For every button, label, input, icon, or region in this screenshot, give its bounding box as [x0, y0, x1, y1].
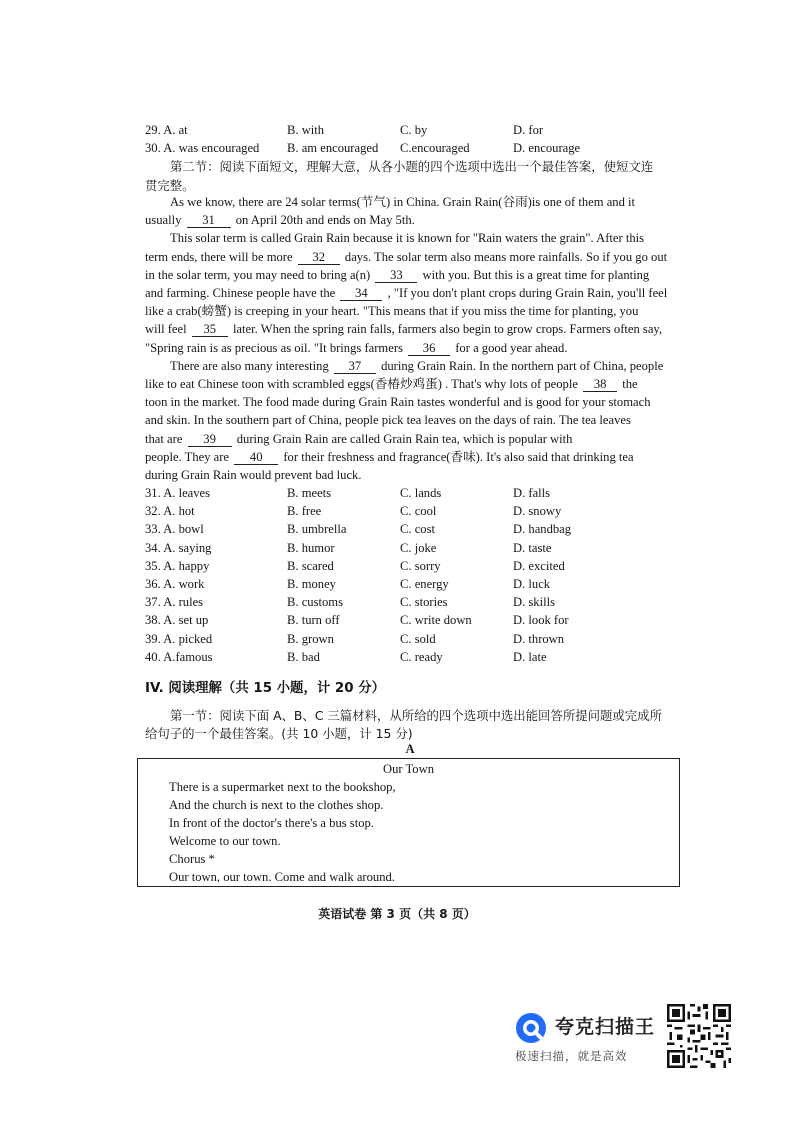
option-a[interactable]: 34. A. saying: [145, 540, 212, 555]
section2-instruction-line2: 贯完整。: [145, 178, 195, 193]
poem-line: Chorus *: [169, 852, 215, 866]
option-b[interactable]: B. money: [287, 577, 336, 591]
passage-text: that are: [145, 431, 183, 446]
blank-39[interactable]: 39: [188, 432, 232, 447]
blank-34[interactable]: 34: [340, 286, 382, 301]
option-a[interactable]: 35. A. happy: [145, 558, 210, 573]
poem-line: In front of the doctor's there's a bus stop.: [169, 816, 374, 830]
option-d[interactable]: D. taste: [513, 540, 552, 555]
option-d[interactable]: D. falls: [513, 486, 551, 500]
passage-text: for their freshness and fragrance(香味). It's also said that drinking tea: [283, 449, 634, 464]
passage-line: like a crab(螃蟹) is creeping in your heart. "This means that if you miss the time for planting, you: [145, 304, 639, 319]
option-a[interactable]: 32. A. hot: [145, 504, 195, 519]
section4-instruction-line1: 第一节：阅读下面 A、B、C 三篇材料，从所给的四个选项中选出能回答所提问题或完成所: [170, 708, 662, 723]
passage-text: days. The solar term also means more rainfalls. So if you go out: [344, 249, 668, 264]
option-a[interactable]: 31. A. leaves: [145, 486, 211, 500]
quark-logo-icon: [513, 1010, 549, 1046]
option-c[interactable]: C. energy: [400, 577, 449, 591]
option-b[interactable]: B. grown: [287, 631, 334, 646]
option-a[interactable]: 38. A. set up: [145, 613, 209, 628]
option-d[interactable]: D. thrown: [513, 631, 565, 646]
blank-36[interactable]: 36: [408, 341, 450, 356]
option-c[interactable]: C. cost: [400, 522, 435, 537]
poem-line: Our town, our town. Come and walk around.: [169, 870, 395, 884]
option-b: B. am encouraged: [287, 141, 379, 155]
passage-line: [145, 448, 680, 466]
option-d: D. encourage: [513, 141, 581, 155]
passage-line: This solar term is called Grain Rain because it is known for "Rain waters the grain". After this: [170, 231, 645, 246]
blank-35[interactable]: 35: [192, 322, 228, 337]
brand-slogan: 极速扫描，就是高效: [515, 1049, 628, 1063]
passage-line: [145, 211, 680, 229]
passage-line: and skin. In the southern part of China, people pick tea leaves on the days of rain. The tea leaves: [145, 413, 631, 428]
section2-instruction-line1: 第二节：阅读下面短文，理解大意，从各小题的四个选项中选出一个最佳答案，使短文连: [170, 159, 654, 174]
passage-text: during Grain Rain. In the northern part of China, people: [381, 358, 664, 373]
option-a[interactable]: 39. A. picked: [145, 631, 213, 646]
passage-line: during Grain Rain would prevent bad luck.: [145, 468, 362, 483]
option-c[interactable]: C. ready: [400, 649, 443, 664]
passage-text: in the solar term, you may need to bring a(n): [145, 267, 371, 282]
option-b: B. with: [287, 123, 325, 137]
passage-text: , "If you don't plant crops during Grain Rain, you'll feel: [387, 286, 668, 301]
option-c[interactable]: C. stories: [400, 595, 448, 610]
option-d: D. for: [513, 123, 544, 137]
option-b[interactable]: B. free: [287, 504, 322, 519]
passage-text: on April 20th and ends on May 5th.: [235, 213, 415, 228]
option-c: C.encouraged: [400, 141, 470, 155]
passage-line: [145, 284, 680, 302]
blank-32[interactable]: 32: [298, 250, 340, 265]
passage-text: with you. But this is a great time for planting: [422, 267, 650, 282]
option-c: C. by: [400, 123, 428, 137]
option-c[interactable]: C. lands: [400, 486, 442, 500]
passage-text: will feel: [145, 322, 187, 337]
passage-text: like to eat Chinese toon with scrambled eggs(香椿炒鸡蛋) . That's why lots of people: [145, 377, 578, 392]
option-b[interactable]: B. scared: [287, 558, 334, 573]
blank-37[interactable]: 37: [334, 359, 376, 374]
section4-heading: IV. 阅读理解（共 15 小题，计 20 分）: [145, 681, 385, 696]
option-a[interactable]: 33. A. bowl: [145, 522, 204, 537]
page-footer: 英语试卷 第 3 页（共 8 页）: [318, 907, 476, 921]
poem-line: There is a supermarket next to the bookshop,: [169, 780, 396, 794]
option-b[interactable]: B. customs: [287, 595, 343, 610]
passage-line: As we know, there are 24 solar terms(节气) in China. Grain Rain(谷雨)is one of them and it: [170, 195, 636, 209]
option-b[interactable]: B. umbrella: [287, 522, 347, 537]
option-b[interactable]: B. turn off: [287, 613, 340, 628]
passage-text: people. They are: [145, 449, 230, 464]
option-c[interactable]: C. joke: [400, 540, 437, 555]
option-d[interactable]: D. skills: [513, 595, 555, 610]
passage-text: There are also many interesting: [170, 358, 329, 373]
option-a[interactable]: 40. A.famous: [145, 649, 213, 664]
option-c[interactable]: C. cool: [400, 504, 437, 519]
option-d[interactable]: D. snowy: [513, 504, 562, 519]
option-c[interactable]: C. sorry: [400, 558, 441, 573]
option-b[interactable]: B. meets: [287, 486, 332, 500]
option-d[interactable]: D. excited: [513, 558, 565, 573]
passage-text: the: [622, 377, 638, 392]
option-b[interactable]: B. bad: [287, 649, 320, 664]
passage-line: [145, 248, 680, 266]
passage-line: [145, 266, 680, 284]
passage-line: [145, 339, 680, 357]
passage-text: for a good year ahead.: [455, 340, 568, 355]
passage-line: [145, 320, 680, 338]
passage-text: during Grain Rain are called Grain Rain tea, which is popular with: [236, 431, 573, 446]
option-d[interactable]: D. late: [513, 649, 547, 664]
option-a[interactable]: 36. A. work: [145, 577, 205, 591]
qr-code-icon: [667, 1004, 731, 1068]
option-c[interactable]: C. sold: [400, 631, 436, 646]
option-a[interactable]: 37. A. rules: [145, 595, 204, 610]
option-d[interactable]: D. luck: [513, 577, 551, 591]
poem-line: Welcome to our town.: [169, 834, 281, 848]
blank-40[interactable]: 40: [234, 450, 278, 465]
passage-line: toon in the market. The food made during Grain Rain tastes wonderful and is good for your stomach: [145, 395, 651, 410]
brand-name: 夸克扫描王: [555, 1016, 656, 1038]
poem-title: Our Town: [382, 762, 434, 776]
passage-text: "Spring rain is as precious as oil. "It brings farmers: [145, 340, 403, 355]
passage-text: term ends, there will be more: [145, 249, 293, 264]
option-d[interactable]: D. handbag: [513, 522, 572, 537]
part-a-label: A: [405, 742, 415, 756]
option-d[interactable]: D. look for: [513, 613, 569, 628]
passage-text: later. When the spring rain falls, farmers also begin to grow crops. Farmers often say,: [232, 322, 663, 337]
option-a: 30. A. was encouraged: [145, 141, 260, 155]
section4-instruction-line2: 给句子的一个最佳答案。(共 10 小题，计 15 分): [145, 726, 413, 741]
blank-33[interactable]: 33: [375, 268, 417, 283]
blank-38[interactable]: 38: [583, 377, 617, 392]
passage-line: [145, 375, 680, 393]
poem-box: [137, 758, 680, 887]
option-a: 29. A. at: [145, 123, 188, 137]
blank-31[interactable]: 31: [187, 213, 231, 228]
option-b[interactable]: B. humor: [287, 540, 335, 555]
passage-line: [145, 430, 680, 448]
passage-text: and farming. Chinese people have the: [145, 286, 336, 301]
poem-line: And the church is next to the clothes shop.: [169, 798, 384, 812]
cloze-passage: [145, 193, 680, 484]
passage-line: [145, 357, 680, 375]
option-c[interactable]: C. write down: [400, 613, 472, 628]
passage-text: usually: [145, 213, 182, 228]
